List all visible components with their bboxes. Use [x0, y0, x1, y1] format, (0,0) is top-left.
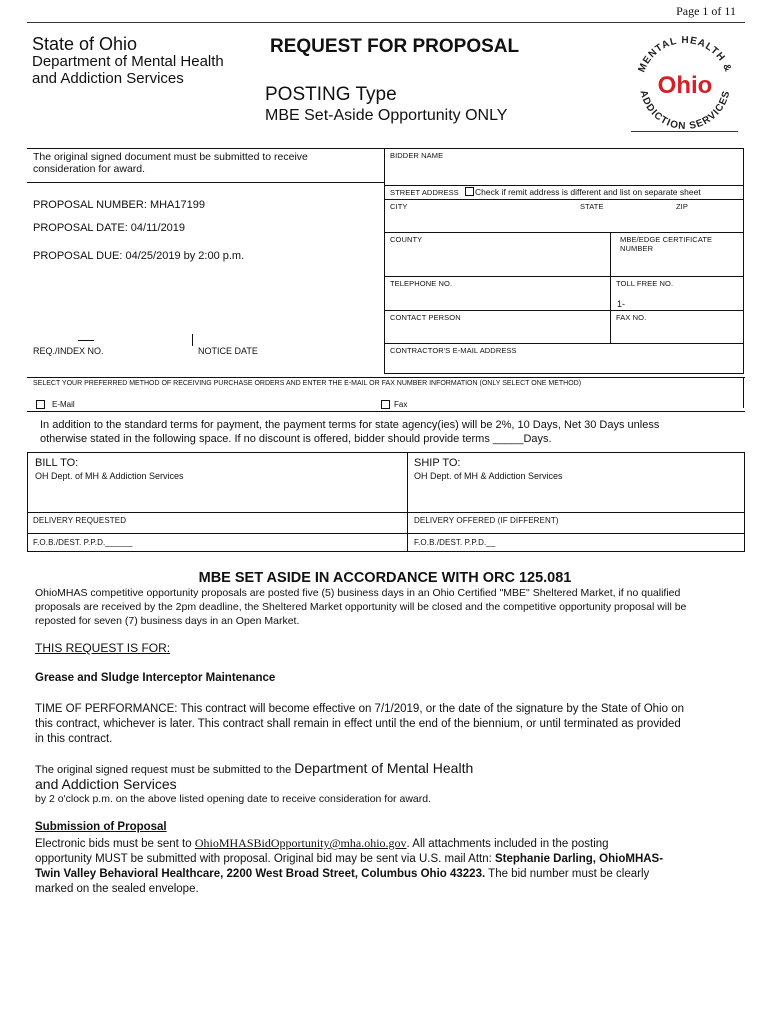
proposal-number: PROPOSAL NUMBER: MHA17199	[33, 199, 205, 211]
mbe-section-title: MBE SET ASIDE IN ACCORDANCE WITH ORC 125.081	[198, 570, 572, 586]
notice-date-label: NOTICE DATE	[198, 346, 258, 356]
mbe-certificate-field[interactable]: MBE/EDGE CERTIFICATE NUMBER	[620, 235, 713, 253]
submission-line-2a: opportunity MUST be submitted with proposal. Original bid may be sent via U.S. mail Attn:	[35, 853, 492, 865]
signed-request-line-3: by 2 o'clock p.m. on the above listed opening date to receive consideration for award.	[35, 793, 431, 805]
mbe-paragraph-line-2: proposals are received by the 2pm deadline, the Sheltered Market opportunity will be closed and the competitive opportunity proposal will be	[35, 601, 687, 613]
email-method-label: E-Mail	[52, 400, 75, 409]
signed-request-line-2: and Addiction Services	[35, 776, 177, 792]
remit-address-note: Check if remit address is different and list on separate sheet	[475, 187, 701, 197]
billing-shipping-box	[27, 452, 745, 552]
service-description: Grease and Sludge Interceptor Maintenance	[35, 672, 276, 684]
delivery-requested-field[interactable]: DELIVERY REQUESTED	[33, 516, 127, 525]
county-field[interactable]: COUNTY	[390, 235, 423, 244]
fax-method-checkbox[interactable]	[381, 400, 390, 409]
submission-line-2b: Stephanie Darling, OhioMHAS-	[495, 853, 664, 865]
remit-address-checkbox[interactable]	[465, 187, 474, 196]
seal-ring-bottom: ADDICTION SERVICES	[637, 89, 733, 133]
proposal-date: PROPOSAL DATE: 04/11/2019	[33, 222, 186, 234]
toll-free-field[interactable]: TOLL FREE NO.	[616, 279, 674, 288]
time-of-performance	[35, 702, 755, 747]
bill-to-label: BILL TO:	[35, 457, 79, 469]
fax-number-field[interactable]: FAX NO.	[616, 313, 647, 322]
delivery-method-instruction: SELECT YOUR PREFERRED METHOD OF RECEIVING PURCHASE ORDERS AND ENTER THE E-MAIL OR FAX NUMBER INFORMATION (ONLY SELECT ONE METHOD)	[33, 380, 582, 387]
time-of-performance-line-1: TIME OF PERFORMANCE: This contract will become effective on 7/1/2019, or the date of the signature by the State of Ohio on	[35, 703, 684, 715]
ship-to-value: OH Dept. of MH & Addiction Services	[414, 471, 563, 481]
zip-field[interactable]: ZIP	[676, 202, 688, 211]
city-field[interactable]: CITY	[390, 202, 408, 211]
mbe-paragraph	[35, 586, 755, 628]
state-field[interactable]: STATE	[580, 202, 604, 211]
svg-text:MENTAL HEALTH &	[636, 35, 733, 74]
bill-to-value: OH Dept. of MH & Addiction Services	[35, 471, 184, 481]
posting-type: POSTING Type	[265, 84, 397, 105]
time-of-performance-line-2: this contract, whichever is later. This contract shall remain in effect until the end of the biennium, or until terminated as provided	[35, 718, 681, 730]
mbe-paragraph-line-3: reposted for seven (7) business days in an Open Market.	[35, 615, 300, 627]
fax-method-label: Fax	[394, 400, 408, 409]
agency-department: Department of Mental Health	[32, 53, 224, 70]
submission-line-1a: Electronic bids must be sent to	[35, 838, 192, 850]
street-address-field[interactable]: STREET ADDRESS	[390, 188, 459, 197]
submission-line-4: marked on the sealed envelope.	[35, 883, 199, 895]
submission-paragraph	[35, 836, 755, 897]
contact-person-field[interactable]: CONTACT PERSON	[390, 313, 461, 322]
ship-to-label: SHIP TO:	[414, 457, 461, 469]
submission-line-3b: The bid number must be clearly	[488, 868, 650, 880]
page-number: Page 1 of 11	[676, 4, 736, 18]
seal-text: Ohio	[657, 72, 713, 99]
seal-ring-top: MENTAL HEALTH &	[636, 34, 734, 75]
req-index-label: REQ./INDEX NO.	[33, 346, 104, 356]
payment-terms-line-2: otherwise stated in the following space. If no discount is offered, bidder should provide terms _____Days.	[40, 433, 552, 445]
bidder-info-grid	[384, 148, 744, 374]
ohio-mhas-seal-icon	[630, 28, 740, 138]
bid-email-link[interactable]: OhioMHASBidOpportunity@mha.ohio.gov	[194, 836, 407, 850]
submission-line-1b: . All attachments included in the posting	[406, 838, 609, 850]
agency-division: and Addiction Services	[32, 70, 184, 87]
fob-ship-field[interactable]: F.O.B./DEST. P.P.D.__	[414, 538, 496, 547]
bidder-name-field[interactable]: BIDDER NAME	[390, 151, 444, 160]
contractor-email-field[interactable]: CONTRACTOR'S E-MAIL ADDRESS	[390, 346, 517, 355]
signed-request-line-1a: The original signed request must be submitted to the	[35, 764, 292, 776]
fob-bill-field[interactable]: F.O.B./DEST. P.P.D.______	[33, 538, 133, 547]
telephone-field[interactable]: TELEPHONE NO.	[390, 279, 453, 288]
top-rule	[27, 22, 745, 23]
signed-request-notice	[35, 760, 755, 805]
agency-state: State of Ohio	[32, 34, 138, 54]
time-of-performance-line-3: in this contract.	[35, 733, 113, 745]
agency-block	[32, 35, 224, 87]
email-method-checkbox[interactable]	[36, 400, 45, 409]
proposal-due: PROPOSAL DUE: 04/25/2019 by 2:00 p.m.	[33, 250, 245, 262]
document-title: REQUEST FOR PROPOSAL	[270, 36, 520, 57]
request-for-heading: THIS REQUEST IS FOR:	[35, 641, 171, 655]
signed-document-notice: The original signed document must be submitted to receive consideration for award.	[33, 151, 308, 175]
payment-terms-line-1: In addition to the standard terms for payment, the payment terms for state agency(ies) will be 2%, 10 Days, Net 30 Days unless	[40, 419, 660, 431]
signed-request-line-1b: Department of Mental Health	[294, 760, 474, 776]
delivery-offered-field[interactable]: DELIVERY OFFERED (IF DIFFERENT)	[414, 516, 559, 525]
mbe-paragraph-line-1: OhioMHAS competitive opportunity proposals are posted five (5) business days in an Ohio Certified "MBE" Sheltered Market, if no qualified	[35, 587, 681, 599]
toll-free-value: 1-	[617, 299, 626, 309]
posting-subtype: MBE Set-Aside Opportunity ONLY	[265, 107, 508, 124]
submission-line-3a: Twin Valley Behavioral Healthcare, 2200 West Broad Street, Columbus Ohio 43223.	[35, 868, 486, 880]
seal-rule	[631, 131, 738, 132]
submission-heading: Submission of Proposal	[35, 821, 167, 833]
